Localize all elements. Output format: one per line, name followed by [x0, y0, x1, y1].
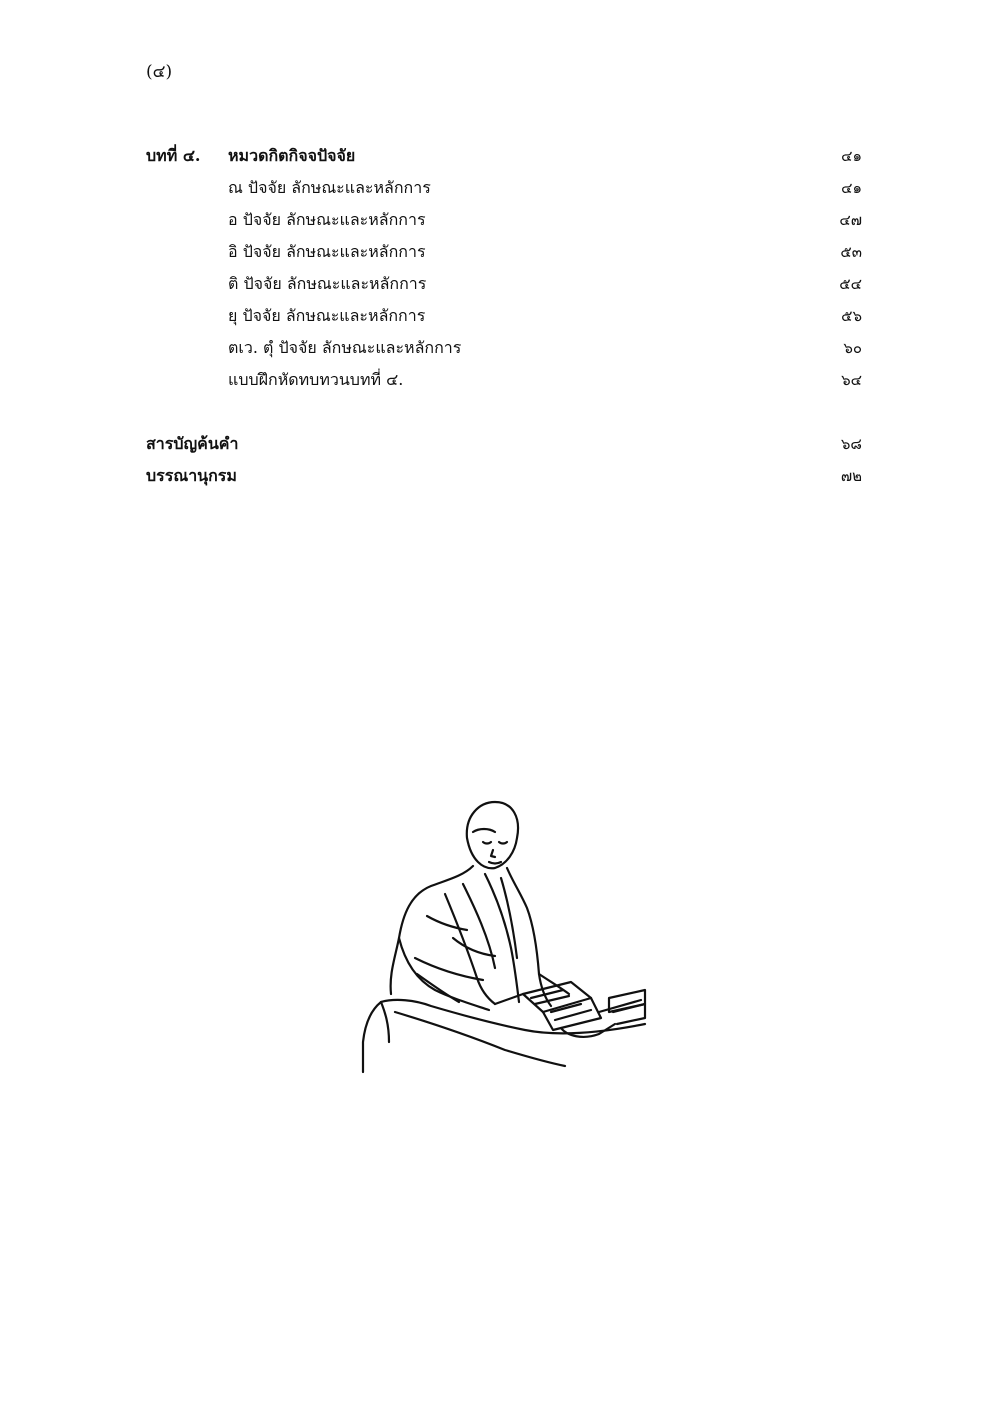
toc-entry — [146, 364, 862, 396]
monk-reading-book-icon — [355, 798, 650, 1078]
back-matter-title: สารบัญค้นคำ — [146, 434, 239, 453]
toc-entry-title: อ ปัจจัย ลักษณะและหลักการ — [228, 210, 426, 229]
toc-entry-title: แบบฝึกหัดทบทวนบทที่ ๔. — [228, 370, 404, 389]
toc-entry-page: ๖๔ — [841, 371, 862, 389]
toc-entry-title: ณ ปัจจัย ลักษณะและหลักการ — [228, 178, 431, 197]
toc-entry-page: ๔๑ — [841, 179, 862, 197]
toc-entry-title: ยุ ปัจจัย ลักษณะและหลักการ — [228, 306, 426, 325]
toc-entry — [146, 300, 862, 332]
toc-entry-page: ๕๔ — [839, 275, 862, 293]
chapter-title: หมวดกิตกิจจปัจจัย — [228, 146, 356, 165]
toc-entry — [146, 172, 862, 204]
section-spacer — [146, 396, 862, 428]
toc-entry-title: ติ ปัจจัย ลักษณะและหลักการ — [228, 274, 427, 293]
back-matter-title: บรรณานุกรม — [146, 466, 237, 485]
back-matter-row — [146, 460, 862, 492]
toc-entry — [146, 204, 862, 236]
toc-entry-title: อิ ปัจจัย ลักษณะและหลักการ — [228, 242, 426, 261]
toc-entry-page: ๖๐ — [843, 339, 862, 357]
toc-entry — [146, 268, 862, 300]
back-matter-page: ๗๒ — [840, 467, 862, 485]
toc-entry-page: ๕๓ — [840, 243, 862, 261]
toc-entry-page: ๔๗ — [839, 211, 862, 229]
monk-reading-illustration — [355, 798, 650, 1078]
back-matter-page: ๖๘ — [840, 435, 862, 453]
chapter-page: ๔๑ — [841, 147, 862, 165]
toc-entry — [146, 332, 862, 364]
toc-entry-title: ตเว. ตุํ ปัจจัย ลักษณะและหลักการ — [228, 338, 462, 357]
chapter-heading-row — [146, 140, 862, 172]
toc-entry — [146, 236, 862, 268]
page-number: (๔) — [146, 62, 173, 82]
chapter-label: บทที่ ๔. — [146, 146, 201, 165]
back-matter-row — [146, 428, 862, 460]
table-of-contents — [146, 140, 862, 492]
toc-entry-page: ๕๖ — [841, 307, 862, 325]
